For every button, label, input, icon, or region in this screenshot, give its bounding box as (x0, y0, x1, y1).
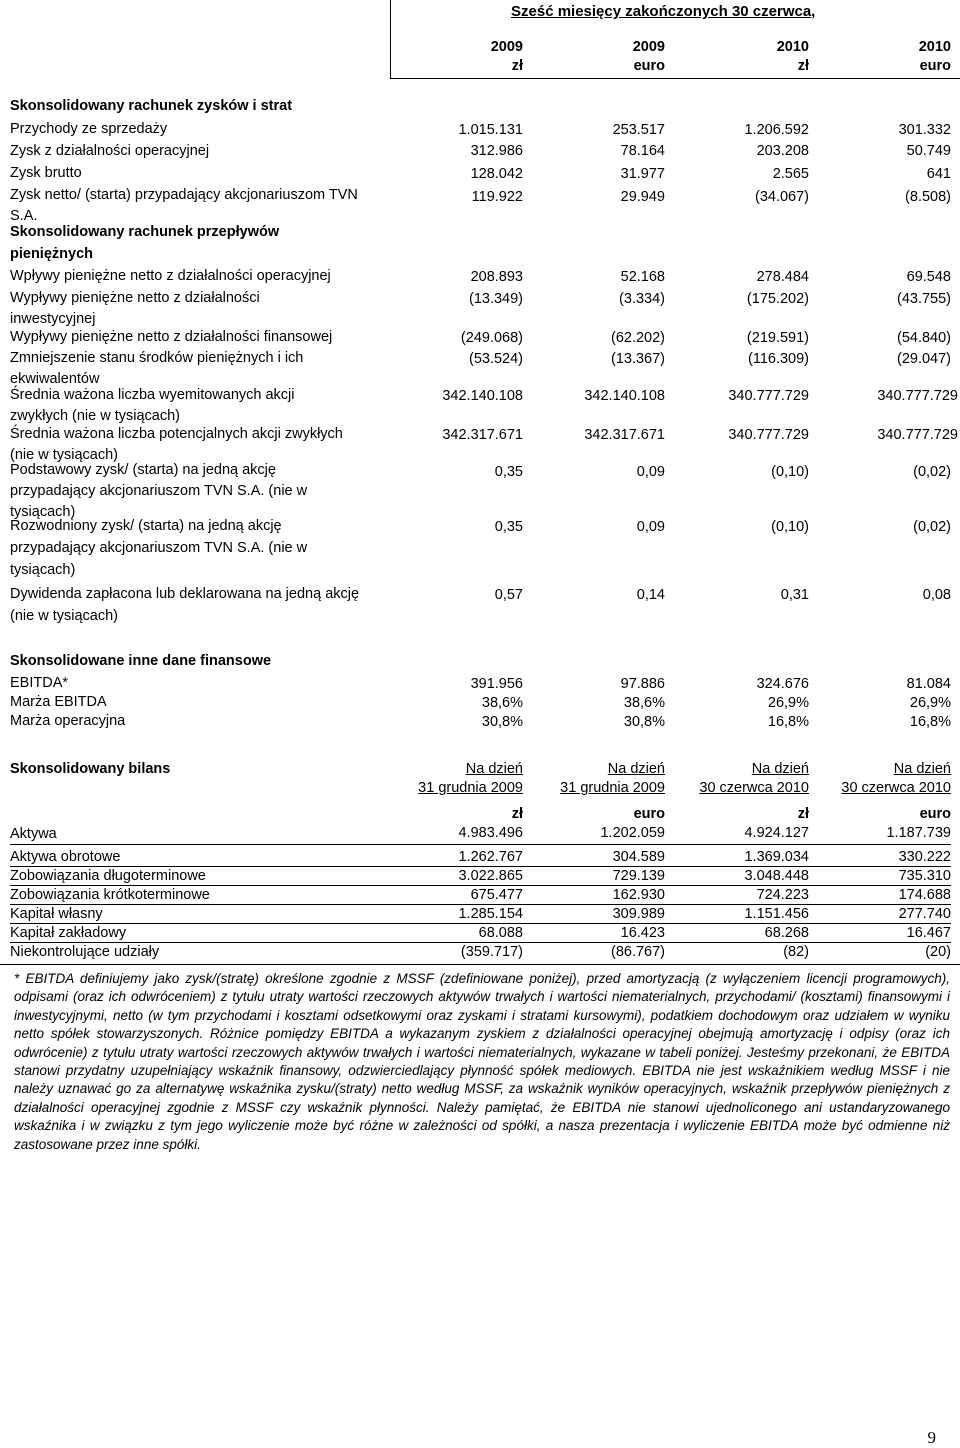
row-value: 38,6% (481, 695, 523, 711)
row-value: (3.334) (619, 291, 665, 307)
balance-col4-line1: Na dzień (893, 761, 951, 777)
row-label: Marża operacyjna (10, 713, 126, 729)
row-value: 174.688 (898, 887, 951, 903)
period-title: Sześć miesięcy zakończonych 30 czerwca, (511, 3, 816, 20)
row-label: Niekontrolujące udziały (10, 944, 160, 960)
row-value: 16,8% (767, 714, 809, 730)
ebitda-footnote: * EBITDA definiujemy jako zysk/(stratę) określone zgodnie z MSSF (zdefiniowane poniżej), przed amortyzacją (z wyłączeniem licencji programowych), odpisami (oraz ich odwróceniem) z tytułu utraty wartości rzeczowych aktywów trwałych i wartości niematerialnych, przychodami/ (kosztami) finansowymi i inwestycyjnymi, netto (w tym przychodami i kosztami odsetkowymi oraz zyskami i stratami kursowymi), podatkiem dochodowym oraz udziałem w wyniku netto spółek stowarzyszonych. Różnice pomiędzy EBITDA a wykazanym zyskiem z działalności operacyjnej obejmują amortyzację i odpisy (oraz ich odwrócenie) z tytułu utraty wartości rzeczowych aktywów trwałych i wartości niematerialnych, wykazane w tabeli poniżej. Jesteśmy przekonani, że EBITDA stanowi przydatny uzupełniający wskaźnik finansowy, odzwierciedlający płynność spółek mediowych. EBITDA nie jest wskaźnikiem według MSSF i nie należy uznawać go za alternatywę wskaźnika zysku/(straty) netto według MSSF, za wskaźnik wyników operacyjnych, wskaźnik przepływów pieniężnych z działalności operacyjnej zgodnie z MSSF czy wskaźnik płynności. Należy pamiętać, że EBITDA nie stanowi ujednoliconego ani ustandaryzowanego wskaźnika i w związku z tym jego wyliczenie może być różne w zależności od spółki, a nasza prezentacja i wyliczenie EBITDA może być odmienne niż zastosowane przez inne spółki. (14, 971, 950, 1152)
row-value: 0,09 (636, 519, 665, 535)
row-value: (0,02) (913, 464, 951, 480)
row-value: 0,09 (636, 464, 665, 480)
row-label: Kapitał własny (10, 906, 103, 922)
col4-currency: euro (919, 58, 951, 74)
row-value: 340.777.729 (728, 427, 809, 443)
other-section-title: Skonsolidowane inne dane finansowe (10, 653, 272, 669)
row-value: 1.187.739 (886, 825, 951, 841)
row-value: 16.467 (906, 925, 951, 941)
row-value: 0,57 (494, 587, 523, 603)
row-value: 340.777.729 (877, 427, 958, 443)
col3-currency: zł (797, 58, 809, 74)
balance-section-title: Skonsolidowany bilans (10, 761, 171, 777)
income-section-title: Skonsolidowany rachunek zysków i strat (10, 98, 293, 114)
row-value: 29.949 (620, 189, 665, 205)
row-value: 3.022.865 (458, 868, 523, 884)
row-label: Wpływy pieniężne netto z działalności operacyjnej (10, 268, 331, 284)
row-label: Dywidenda zapłacona lub deklarowana na jedną akcję (nie w tysiącach) (10, 586, 360, 624)
row-value: 304.589 (612, 849, 665, 865)
page-number: 9 (927, 1428, 936, 1447)
row-label: Zysk brutto (10, 165, 82, 181)
row-value: 26,9% (909, 695, 951, 711)
row-value: 30,8% (481, 714, 523, 730)
row-label: Średnia ważona liczba potencjalnych akcji zwykłych (nie w tysiącach) (10, 426, 343, 463)
row-value: 342.140.108 (584, 388, 665, 404)
row-label: Zobowiązania długoterminowe (10, 868, 206, 884)
row-value: (29.047) (896, 351, 951, 367)
row-value: (20) (925, 944, 951, 960)
row-value: (54.840) (896, 330, 951, 346)
row-value: 0,31 (780, 587, 809, 603)
row-value: 0,35 (494, 464, 523, 480)
row-value: 342.317.671 (584, 427, 665, 443)
row-label: Aktywa (10, 826, 57, 842)
row-value: 97.886 (620, 676, 665, 692)
balance-col3-line2: 30 czerwca 2010 (699, 780, 809, 796)
row-value: 253.517 (612, 122, 665, 138)
row-value: 340.777.729 (728, 388, 809, 404)
row-value: 4.924.127 (744, 825, 809, 841)
col4-year: 2010 (918, 39, 951, 55)
row-label: Wypływy pieniężne netto z działalności inwestycyjnej (10, 290, 260, 327)
row-label: Zobowiązania krótkoterminowe (10, 887, 210, 903)
row-value: 68.088 (478, 925, 523, 941)
row-label: Kapitał zakładowy (10, 925, 127, 941)
row-value: (249.068) (460, 330, 523, 346)
balance-col2-line1: Na dzień (607, 761, 665, 777)
row-value: (86.767) (610, 944, 665, 960)
row-value: 729.139 (612, 868, 665, 884)
row-value: 342.317.671 (442, 427, 523, 443)
row-value: 50.749 (906, 143, 951, 159)
row-value: 0,35 (494, 519, 523, 535)
row-label: Zmniejszenie stanu środków pieniężnych i ich ekwiwalentów (10, 350, 304, 387)
row-label: Aktywa obrotowe (10, 849, 121, 865)
row-label: Marża EBITDA (10, 694, 107, 710)
cashflow-section-title: Skonsolidowany rachunek przepływów pieniężnych (10, 224, 280, 262)
row-value: (359.717) (460, 944, 523, 960)
row-value: 69.548 (906, 269, 951, 285)
row-value: 641 (926, 166, 951, 182)
balance-col1-currency: zł (511, 806, 523, 822)
row-value: 1.015.131 (458, 122, 523, 138)
row-value: 162.930 (612, 887, 665, 903)
row-value: 0,08 (922, 587, 951, 603)
row-value: (116.309) (748, 351, 809, 367)
row-value: 391.956 (470, 676, 523, 692)
row-label: Przychody ze sprzedaży (10, 121, 168, 137)
row-value: 31.977 (620, 166, 665, 182)
row-value: 1.262.767 (458, 849, 523, 865)
row-value: 4.983.496 (458, 825, 523, 841)
row-value: (0,10) (771, 464, 809, 480)
row-value: 340.777.729 (877, 388, 958, 404)
balance-col3-currency: zł (797, 806, 809, 822)
row-label: Podstawowy zysk/ (starta) na jedną akcję przypadający akcjonariuszom TVN S.A. (nie w tysiącach) (10, 462, 308, 520)
row-value: 1.285.154 (458, 906, 523, 922)
row-value: 2.565 (772, 166, 809, 182)
row-value: (0,10) (771, 519, 809, 535)
col1-year: 2009 (490, 39, 523, 55)
row-value: 1.202.059 (600, 825, 665, 841)
row-value: 724.223 (756, 887, 809, 903)
row-value: 1.151.456 (744, 906, 809, 922)
row-value: (82) (783, 944, 809, 960)
row-value: 119.922 (471, 189, 523, 205)
balance-col2-currency: euro (633, 806, 665, 822)
row-value: 52.168 (620, 269, 665, 285)
row-value: 16,8% (909, 714, 951, 730)
row-value: 301.332 (898, 122, 951, 138)
row-value: (62.202) (610, 330, 665, 346)
row-value: (34.067) (754, 189, 809, 205)
row-value: (13.367) (610, 351, 665, 367)
row-label: Zysk z działalności operacyjnej (10, 143, 210, 159)
row-value: 324.676 (756, 676, 809, 692)
row-label: Zysk netto/ (starta) przypadający akcjonariuszom TVN S.A. (10, 187, 358, 224)
row-value: 38,6% (623, 695, 665, 711)
row-value: (0,02) (913, 519, 951, 535)
row-label: EBITDA* (10, 675, 69, 691)
row-value: 78.164 (620, 143, 665, 159)
row-value: 16.423 (620, 925, 665, 941)
row-value: (219.591) (746, 330, 809, 346)
row-value: (8.508) (905, 189, 951, 205)
row-label: Rozwodniony zysk/ (starta) na jedną akcję przypadający akcjonariuszom TVN S.A. (nie w tysiącach) (10, 518, 308, 578)
balance-col2-line2: 31 grudnia 2009 (560, 780, 665, 796)
col2-currency: euro (633, 58, 665, 74)
row-value: 68.268 (764, 925, 809, 941)
row-value: (175.202) (746, 291, 809, 307)
table-bottom-border (0, 964, 960, 965)
row-value: 3.048.448 (744, 868, 809, 884)
row-value: (43.755) (896, 291, 951, 307)
col1-currency: zł (511, 58, 523, 74)
row-value: 342.140.108 (442, 388, 523, 404)
balance-col4-line2: 30 czerwca 2010 (841, 780, 951, 796)
balance-col3-line1: Na dzień (751, 761, 809, 777)
row-value: (13.349) (468, 291, 523, 307)
row-value: 309.989 (612, 906, 665, 922)
row-value: 81.084 (906, 676, 951, 692)
row-value: 735.310 (898, 868, 951, 884)
row-value: 278.484 (756, 269, 809, 285)
col2-year: 2009 (632, 39, 665, 55)
balance-col1-line2: 31 grudnia 2009 (418, 780, 523, 796)
row-value: 26,9% (767, 695, 809, 711)
balance-col4-currency: euro (919, 806, 951, 822)
row-value: 1.369.034 (744, 849, 809, 865)
row-value: 312.986 (470, 143, 523, 159)
row-label: Wypływy pieniężne netto z działalności finansowej (10, 329, 333, 345)
row-value: 203.208 (756, 143, 809, 159)
row-value: 30,8% (623, 714, 665, 730)
row-value: 128.042 (470, 166, 523, 182)
row-value: 208.893 (470, 269, 523, 285)
row-label: Średnia ważona liczba wyemitowanych akcji zwykłych (nie w tysiącach) (10, 387, 295, 424)
row-value: (53.524) (468, 351, 523, 367)
row-value: 1.206.592 (744, 122, 809, 138)
col3-year: 2010 (776, 39, 809, 55)
row-value: 277.740 (898, 906, 951, 922)
row-value: 0,14 (636, 587, 665, 603)
row-value: 675.477 (470, 887, 523, 903)
row-value: 330.222 (898, 849, 951, 865)
separator (10, 844, 951, 845)
balance-col1-line1: Na dzień (465, 761, 523, 777)
